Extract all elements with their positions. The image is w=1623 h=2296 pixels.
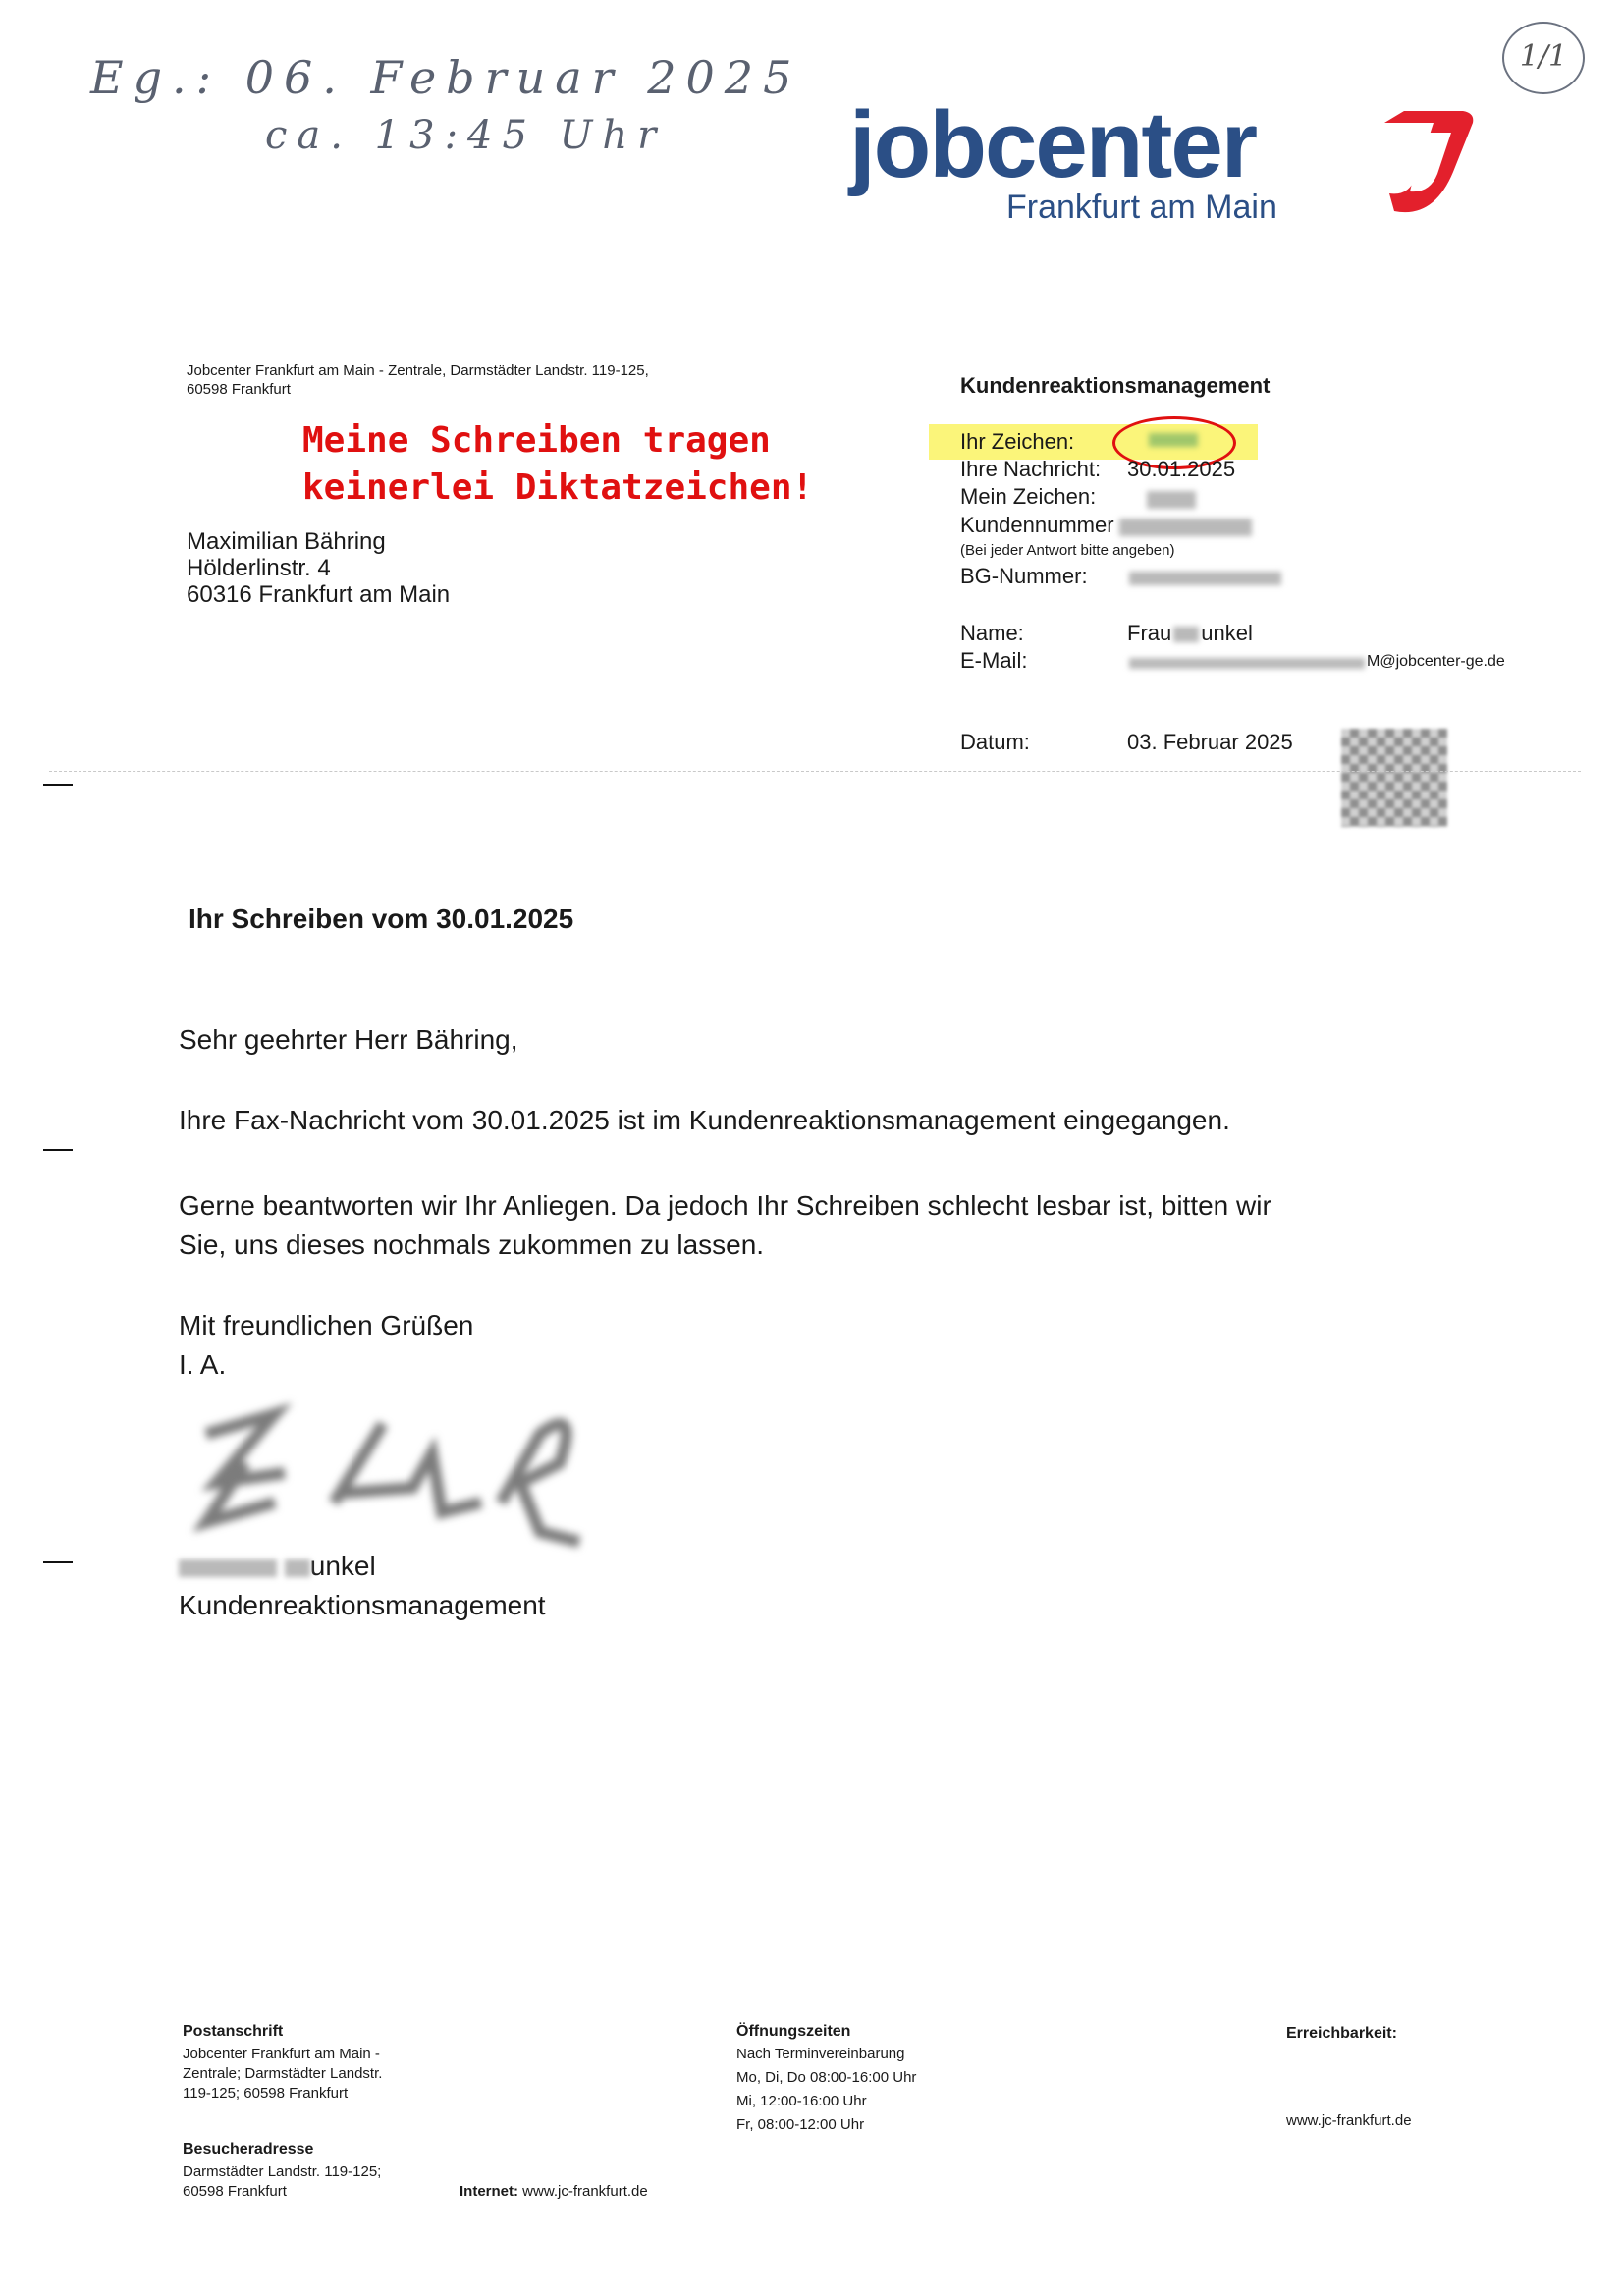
recipient-address (187, 528, 450, 608)
body-paragraph-2 (179, 1186, 1271, 1265)
hours-line-2: Mo, Di, Do 08:00-16:00 Uhr (736, 2069, 917, 2086)
subject-line: Ihr Schreiben vom 30.01.2025 (189, 903, 574, 934)
closing: Mit freundlichen Grüßen (179, 1310, 474, 1340)
ihre-nachricht-value: 30.01.2025 (1127, 457, 1236, 481)
internet-label: Internet: (460, 2183, 518, 2200)
department-heading: Kundenreaktionsmanagement (960, 373, 1271, 398)
ihr-zeichen-label: Ihr Zeichen: (960, 429, 1075, 454)
logo-j-icon (1365, 103, 1483, 231)
name-prefix: Frau (1127, 621, 1172, 645)
kundennummer-redacted (1119, 519, 1252, 536)
logo-location: Frankfurt am Main (1006, 189, 1277, 226)
body-paragraph-2-line1: Gerne beantworten wir Ihr Anliegen. Da jedoch Ihr Schreiben schlecht lesbar ist, bitten wir (179, 1190, 1271, 1221)
jobcenter-logo (849, 92, 1277, 227)
email-label: E-Mail: (960, 648, 1028, 673)
reach-title: Erreichbarkeit: (1286, 2025, 1397, 2042)
signer-department: Kundenreaktionsmanagement (179, 1590, 546, 1620)
name-value (1127, 621, 1253, 646)
footer-postal (183, 2023, 382, 2104)
footer-internet (460, 2180, 648, 2204)
email-suffix: M@jobcenter-ge.de (1367, 653, 1505, 670)
postal-title: Postanschrift (183, 2023, 284, 2040)
mein-zeichen-label: Mein Zeichen: (960, 484, 1097, 509)
name-suffix: unkel (1201, 621, 1253, 645)
email-redacted (1129, 658, 1365, 669)
body-paragraph-2-line2: Sie, uns dieses nochmals zukommen zu lassen. (179, 1230, 765, 1260)
signer-firstname-redacted (179, 1559, 277, 1577)
internet-link[interactable]: www.jc-frankfurt.de (522, 2183, 648, 2200)
hours-line-1: Nach Terminvereinbarung (736, 2046, 905, 2062)
datum-label: Datum: (960, 730, 1030, 754)
postal-lines (183, 2045, 382, 2104)
closing-block (179, 1306, 473, 1385)
mein-zeichen-redacted (1147, 491, 1196, 509)
received-note-line2: ca. 13:45 Uhr (265, 113, 667, 158)
signer-initial-redacted (285, 1559, 310, 1577)
hours-lines (736, 2043, 916, 2137)
body-paragraph-1: Ihre Fax-Nachricht vom 30.01.2025 ist im Kundenreaktionsmanagement eingegangen. (179, 1105, 1230, 1135)
visit-lines (183, 2162, 381, 2202)
kundennummer-label: Kundennummer (960, 513, 1114, 537)
visit-line-1: Darmstädter Landstr. 119-125; (183, 2163, 382, 2180)
hours-line-3: Mi, 12:00-16:00 Uhr (736, 2093, 867, 2109)
recipient-name: Maximilian Bähring (187, 528, 386, 555)
hours-title: Öffnungszeiten (736, 2023, 851, 2040)
red-annotation-line1: Meine Schreiben tragen (302, 420, 771, 461)
fold-mark-3 (43, 1561, 73, 1563)
signer-name (179, 1547, 546, 1586)
fold-mark-1 (43, 784, 73, 786)
fold-line (49, 771, 1581, 772)
red-annotation-line2: keinerlei Diktatzeichen! (302, 467, 814, 508)
reach-url[interactable]: www.jc-frankfurt.de (1286, 2112, 1412, 2129)
hours-line-4: Fr, 08:00-12:00 Uhr (736, 2116, 865, 2133)
i-a: I. A. (179, 1349, 227, 1380)
qr-code-redacted (1341, 729, 1447, 827)
name-redacted (1173, 627, 1199, 642)
bg-nummer-redacted (1129, 572, 1281, 585)
footer-hours (736, 2023, 916, 2137)
page-mark: 1/1 (1502, 22, 1585, 94)
postal-line-1: Jobcenter Frankfurt am Main - (183, 2046, 380, 2062)
postal-line-2: Zentrale; Darmstädter Landstr. (183, 2065, 383, 2082)
recipient-city: 60316 Frankfurt am Main (187, 581, 451, 608)
name-label: Name: (960, 621, 1024, 645)
sender-line-1: Jobcenter Frankfurt am Main - Zentrale, Darmstädter Landstr. 119-125, (187, 362, 649, 379)
sender-line (187, 361, 649, 399)
logo-wordmark: jobcenter (849, 92, 1257, 197)
visit-line-2: 60598 Frankfurt (183, 2183, 287, 2200)
red-annotation (302, 417, 813, 512)
received-note-line1: Eg.: 06. Februar 2025 (90, 51, 802, 104)
visit-title: Besucheradresse (183, 2141, 314, 2158)
bg-nummer-label: BG-Nummer: (960, 564, 1088, 588)
datum-value: 03. Februar 2025 (1127, 730, 1293, 754)
kundennummer-hint: (Bei jeder Antwort bitte angeben) (960, 542, 1175, 559)
salutation: Sehr geehrter Herr Bähring, (179, 1024, 518, 1055)
recipient-street: Hölderlinstr. 4 (187, 555, 331, 581)
signer-surname-suffix: unkel (309, 1551, 376, 1581)
footer-visit (183, 2141, 381, 2202)
signature-redacted (187, 1394, 599, 1561)
postal-line-3: 119-125; 60598 Frankfurt (183, 2085, 349, 2102)
sender-line-2: 60598 Frankfurt (187, 381, 291, 398)
fold-mark-2 (43, 1149, 73, 1151)
signer-block (179, 1547, 546, 1625)
ihre-nachricht-label: Ihre Nachricht: (960, 457, 1102, 481)
